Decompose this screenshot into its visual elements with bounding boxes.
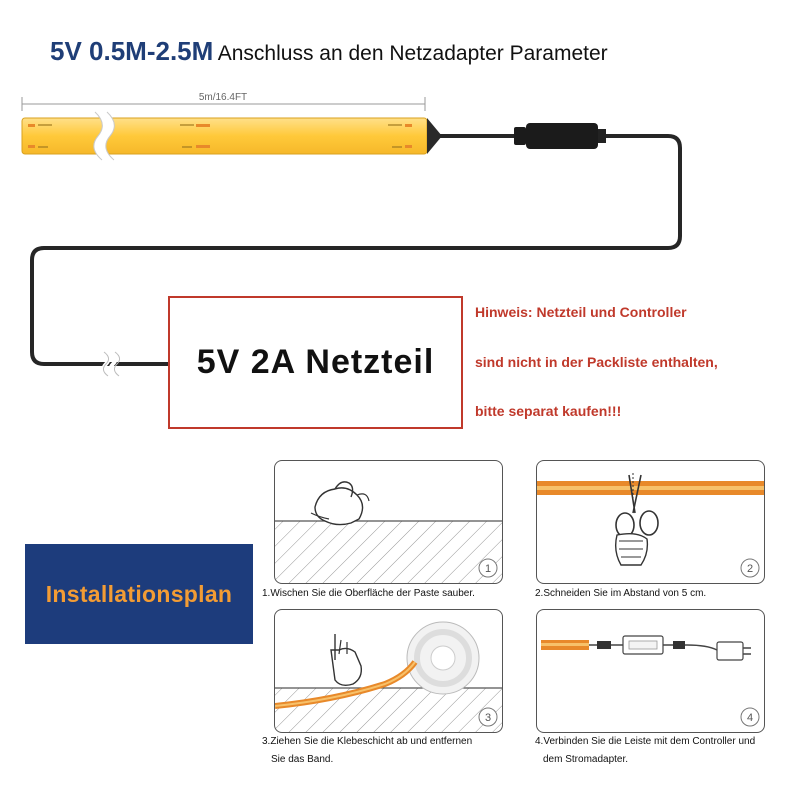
installation-plan-badge: [25, 544, 253, 644]
wipe-surface-illustration: [275, 461, 503, 584]
step-2-caption: 2.Schneiden Sie im Abstand von 5 cm.: [535, 588, 707, 599]
hand-with-cloth-icon: [311, 482, 369, 525]
notice-line-3: bitte separat kaufen!!!: [475, 403, 622, 419]
step-3-caption-line-2: Sie das Band.: [271, 754, 334, 765]
step-3-panel: [274, 609, 503, 733]
power-supply-box: [168, 296, 463, 429]
hand-icon: [616, 534, 648, 565]
title-voltage-range: 5V 0.5M-2.5M: [50, 36, 214, 66]
step-4-panel: [536, 609, 765, 733]
step-1-number: 1: [484, 563, 492, 575]
strip-reel-icon: [407, 622, 479, 694]
installation-plan-label: Installationsplan: [45, 580, 233, 607]
pressing-hand-icon: [331, 634, 361, 685]
step-4-caption-line-1: 4.Verbinden Sie die Leiste mit dem Controller und: [535, 736, 756, 747]
step-3-caption-line-1: 3.Ziehen Sie die Klebeschicht ab und entfernen: [262, 736, 473, 747]
step-4-number: 4: [746, 712, 754, 724]
strip-length-label: 5m/16.4FT: [198, 92, 248, 103]
step-1-caption: 1.Wischen Sie die Oberfläche der Paste sauber.: [262, 588, 475, 599]
step-2-panel: [536, 460, 765, 584]
led-strip: [22, 112, 442, 160]
notice-line-2: sind nicht in der Packliste enthalten,: [475, 354, 718, 370]
connect-controller-illustration: [537, 610, 765, 733]
step-3-number: 3: [484, 712, 492, 724]
power-supply-label: 5V 2A Netzteil: [196, 343, 435, 381]
step-2-number: 2: [746, 563, 754, 575]
step-1-panel: [274, 460, 503, 584]
step-4-caption-line-2: dem Stromadapter.: [543, 754, 629, 765]
cut-strip-illustration: [537, 461, 765, 584]
peel-and-stick-illustration: [275, 610, 503, 733]
controller-icon: [623, 636, 663, 654]
title-description: Anschluss an den Netzadapter Parameter: [217, 42, 608, 65]
notice-line-1: Hinweis: Netzteil und Controller: [475, 304, 687, 320]
power-adapter-icon: [717, 642, 751, 660]
